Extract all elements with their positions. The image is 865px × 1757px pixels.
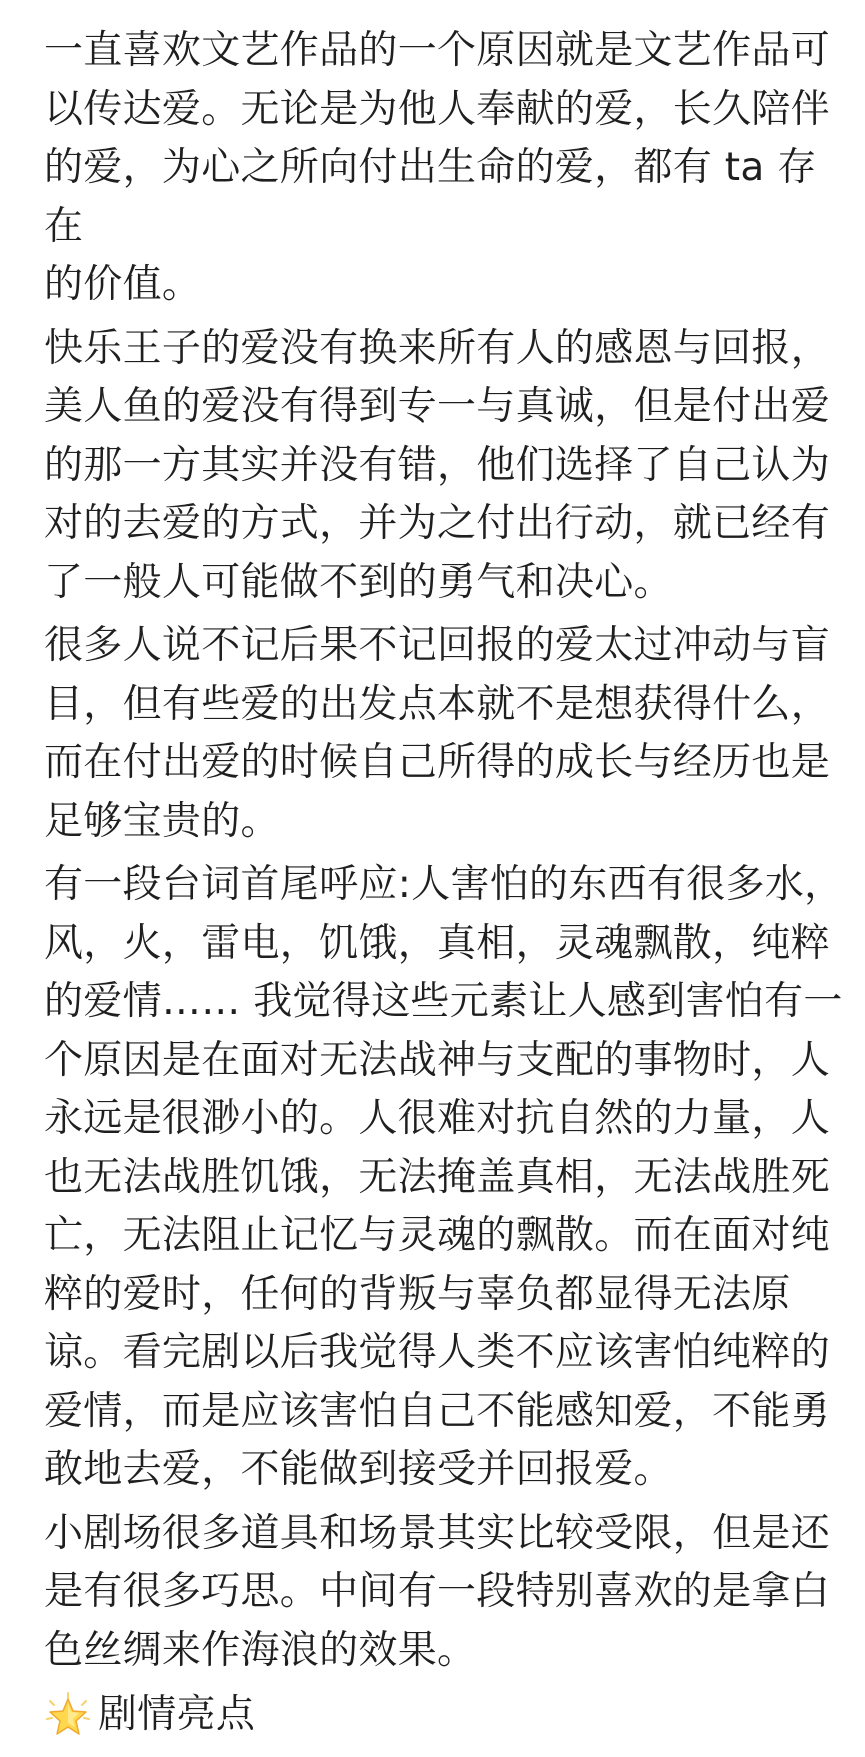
- article-body: [44, 22, 844, 1745]
- heading-text: 剧情亮点: [98, 1692, 256, 1737]
- paragraph-4: 有一段台词首尾呼应:人害怕的东西有很多水， 风，火，雷电，饥饿，真相，灵魂飘散，纯粹 的爱情…… 我觉得这些元素让人感到害怕有一 个原因是在面对无法战神与支配的事物时，人 永远是很渺小的。人很难对抗自然的力量，人 也无法战胜饥饿，无法掩盖真相，无法战胜死 亡，无法阻止记忆与灵魂的飘散。而在面对纯 粹的爱时，任何的背叛与辜负都显得无法原 谅。看完剧以后我觉得人类不应该害怕纯粹的 爱情，而是应该害怕自己不能感知爱，不能勇 敢地去爱，不能做到接受并回报爱。: [44, 862, 844, 1492]
- paragraph-1: 一直喜欢文艺作品的一个原因就是文艺作品可 以传达爱。无论是为他人奉献的爱，长久陪伴 的爱，为心之所向付出生命的爱，都有 ta 存在 的价值。: [44, 28, 831, 307]
- paragraph-3: 很多人说不记后果不记回报的爱太过冲动与盲 目，但有些爱的出发点本就不是想获得什么， 而在付出爱的时候自己所得的成长与经历也是 足够宝贵的。: [44, 623, 831, 844]
- paragraph-2: 快乐王子的爱没有换来所有人的感恩与回报， 美人鱼的爱没有得到专一与真诚，但是付出爱 的那一方其实并没有错，他们选择了自己认为 对的去爱的方式，并为之付出行动，就已经有 了一般人可能做不到的勇气和决心。: [44, 325, 831, 605]
- paragraph-5: 小剧场很多道具和场景其实比较受限，但是还 是有很多巧思。中间有一段特别喜欢的是拿白 色丝绸来作海浪的效果。: [44, 1510, 831, 1673]
- glowing-star-icon: [44, 1691, 92, 1739]
